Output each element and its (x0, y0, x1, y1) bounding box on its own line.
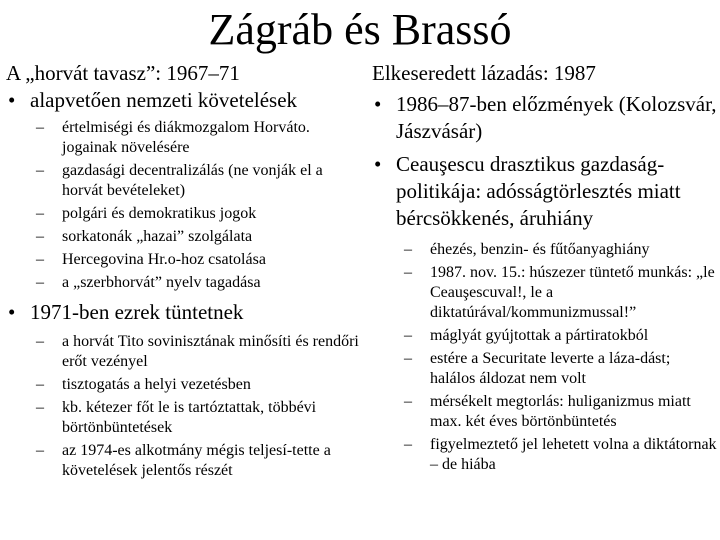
right-heading: Elkeseredett lázadás: 1987 (372, 61, 596, 85)
left-bullet-2 (6, 299, 362, 326)
dash-marker: – (36, 205, 44, 222)
right-bullet-1-text: 1986–87-ben előzmények (Kolozsvár, Jászvásár) (396, 92, 717, 143)
list-item (372, 240, 718, 260)
list-item-text: a „szerbhorvát” nyelv tagadása (62, 274, 261, 291)
list-item-text: kb. kétezer főt le is tartóztattak, többévi börtönbüntetések (62, 399, 317, 436)
left-column (6, 60, 362, 484)
list-item (6, 273, 362, 293)
dash-marker: – (404, 393, 412, 410)
list-item-text: figyelmeztető jel lehetett volna a diktátornak – de hiába (430, 436, 717, 473)
left-sublist-1 (6, 118, 362, 293)
right-bullet-2-text: Ceauşescu drasztikus gazdaság-politikája: adósságtörlesztés miatt bércsökkenés, áruhiány (396, 152, 681, 230)
list-item (6, 332, 362, 372)
list-item (6, 227, 362, 247)
left-bullet-2-text: 1971-ben ezrek tüntetnek (30, 300, 244, 324)
left-bullet-1-text: alapvetően nemzeti követelések (30, 88, 298, 112)
list-item (6, 398, 362, 438)
dash-marker: – (36, 333, 44, 350)
list-item (6, 375, 362, 395)
slide-title: Zágráb és Brassó (208, 5, 512, 54)
list-item (6, 204, 362, 224)
left-bullet-1 (6, 87, 362, 114)
dash-marker: – (36, 228, 44, 245)
bullet-marker: • (8, 88, 16, 112)
list-item (6, 161, 362, 201)
dash-marker: – (36, 274, 44, 291)
list-item (6, 118, 362, 158)
list-item-text: az 1974-es alkotmány mégis teljesí-tette a követelések jelentős részét (62, 442, 331, 479)
dash-marker: – (36, 251, 44, 268)
dash-marker: – (404, 241, 412, 258)
list-item (372, 349, 718, 389)
right-bullet-1 (372, 91, 718, 145)
list-item-text: éhezés, benzin- és fűtőanyaghiány (430, 241, 650, 258)
list-item (372, 435, 718, 475)
list-item-text: tisztogatás a helyi vezetésben (62, 376, 251, 393)
left-heading: A „horvát tavasz”: 1967–71 (6, 61, 240, 85)
bullet-marker: • (8, 300, 16, 324)
bullet-marker: • (374, 152, 382, 176)
list-item-text: értelmiségi és diákmozgalom Horváto. jogainak növelésére (62, 119, 310, 156)
dash-marker: – (36, 119, 44, 136)
left-sublist-2 (6, 332, 362, 481)
right-sublist (372, 240, 718, 475)
list-item-text: sorkatonák „hazai” szolgálata (62, 228, 253, 245)
list-item (372, 392, 718, 432)
right-bullet-2 (372, 151, 718, 232)
dash-marker: – (404, 436, 412, 453)
list-item-text: 1987. nov. 15.: húszezer tüntető munkás: „le Ceauşescuval!, le a diktatúrával/kommunizmussal!” (430, 264, 715, 321)
list-item-text: a horvát Tito sovinisztának minősíti és rendőri erőt vezényel (62, 333, 359, 370)
dash-marker: – (36, 399, 44, 416)
right-column (372, 60, 718, 478)
dash-marker: – (404, 327, 412, 344)
list-item (372, 326, 718, 346)
list-item-text: gazdasági decentralizálás (ne vonják el a horvát bevételeket) (62, 162, 323, 199)
dash-marker: – (404, 264, 412, 281)
dash-marker: – (404, 350, 412, 367)
list-item-text: máglyát gyújtottak a pártiratokból (430, 327, 649, 344)
bullet-marker: • (374, 92, 382, 116)
list-item (6, 250, 362, 270)
dash-marker: – (36, 376, 44, 393)
dash-marker: – (36, 162, 44, 179)
list-item-text: polgári és demokratikus jogok (62, 205, 257, 222)
dash-marker: – (36, 442, 44, 459)
list-item-text: estére a Securitate leverte a láza-dást; halálos áldozat nem volt (430, 350, 671, 387)
list-item (6, 441, 362, 481)
list-item-text: mérsékelt megtorlás: huliganizmus miatt max. két éves börtönbüntetés (430, 393, 691, 430)
list-item (372, 263, 718, 323)
list-item-text: Hercegovina Hr.o-hoz csatolása (62, 251, 266, 268)
